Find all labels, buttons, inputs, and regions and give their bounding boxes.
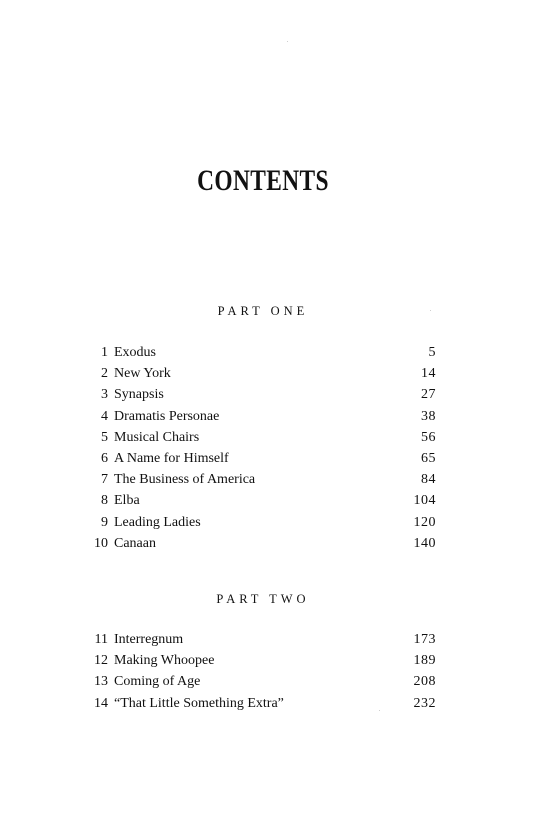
chapter-title: Musical Chairs bbox=[114, 429, 200, 445]
chapter-number: 7 bbox=[101, 472, 108, 488]
chapter-page-number: 14 bbox=[421, 366, 436, 382]
chapter-page-number: 104 bbox=[413, 493, 436, 509]
chapter-title: Leading Ladies bbox=[114, 514, 201, 530]
chapter-row[interactable] bbox=[86, 693, 436, 714]
chapter-number: 4 bbox=[101, 408, 108, 424]
chapter-number: 12 bbox=[94, 653, 108, 669]
chapter-row[interactable] bbox=[86, 406, 436, 427]
chapter-page-number: 56 bbox=[421, 429, 436, 445]
chapter-number: 5 bbox=[101, 429, 108, 445]
chapter-number: 9 bbox=[101, 514, 108, 530]
chapter-row[interactable] bbox=[86, 363, 436, 384]
chapter-number: 1 bbox=[101, 345, 108, 360]
chapter-page-number: 173 bbox=[413, 632, 436, 647]
chapter-title: Making Whoopee bbox=[114, 653, 215, 669]
chapter-title: The Business of America bbox=[114, 472, 256, 488]
scan-speck bbox=[430, 310, 431, 311]
chapter-title: Interregnum bbox=[114, 632, 184, 647]
chapter-number: 13 bbox=[94, 674, 108, 690]
chapter-row[interactable] bbox=[86, 342, 436, 363]
chapter-title: New York bbox=[114, 366, 171, 382]
chapter-row[interactable] bbox=[86, 469, 436, 490]
chapter-number: 3 bbox=[101, 387, 108, 403]
chapter-number: 10 bbox=[94, 535, 108, 551]
chapter-page-number: 189 bbox=[413, 653, 436, 669]
chapter-row[interactable] bbox=[86, 671, 436, 692]
chapter-title: Coming of Age bbox=[114, 674, 201, 690]
chapter-row[interactable] bbox=[86, 384, 436, 405]
chapter-number: 8 bbox=[101, 493, 108, 509]
chapter-row[interactable] bbox=[86, 512, 436, 533]
page-title: CONTENTS bbox=[197, 164, 329, 197]
chapter-title: Elba bbox=[114, 493, 140, 509]
chapter-page-number: 38 bbox=[421, 408, 436, 424]
part-one-chapter-list bbox=[86, 342, 436, 554]
part-two-chapter-list bbox=[86, 629, 436, 714]
chapter-page-number: 84 bbox=[421, 472, 436, 488]
chapter-page-number: 5 bbox=[428, 345, 436, 360]
part-one-heading: PART ONE bbox=[217, 304, 309, 318]
chapter-title: “That Little Something Extra” bbox=[114, 695, 284, 711]
chapter-row[interactable] bbox=[86, 490, 436, 511]
chapter-row[interactable] bbox=[86, 448, 436, 469]
chapter-page-number: 120 bbox=[413, 514, 436, 530]
chapter-number: 11 bbox=[94, 632, 108, 647]
chapter-page-number: 140 bbox=[413, 535, 436, 551]
chapter-title: Canaan bbox=[114, 535, 156, 551]
chapter-number: 2 bbox=[101, 366, 108, 382]
chapter-number: 6 bbox=[101, 450, 108, 466]
scan-speck bbox=[379, 710, 380, 711]
part-two-heading: PART TWO bbox=[216, 592, 310, 606]
chapter-title: Dramatis Personae bbox=[114, 408, 220, 424]
chapter-row[interactable] bbox=[86, 533, 436, 554]
chapter-title: A Name for Himself bbox=[114, 450, 229, 466]
chapter-title: Synapsis bbox=[114, 387, 164, 403]
chapter-page-number: 27 bbox=[421, 387, 436, 403]
chapter-row[interactable] bbox=[86, 629, 436, 650]
chapter-row[interactable] bbox=[86, 427, 436, 448]
chapter-page-number: 232 bbox=[413, 695, 436, 711]
chapter-page-number: 208 bbox=[413, 674, 436, 690]
chapter-number: 14 bbox=[94, 695, 108, 711]
chapter-title: Exodus bbox=[114, 345, 156, 360]
chapter-page-number: 65 bbox=[421, 450, 436, 466]
chapter-row[interactable] bbox=[86, 650, 436, 671]
scan-speck bbox=[287, 41, 288, 42]
